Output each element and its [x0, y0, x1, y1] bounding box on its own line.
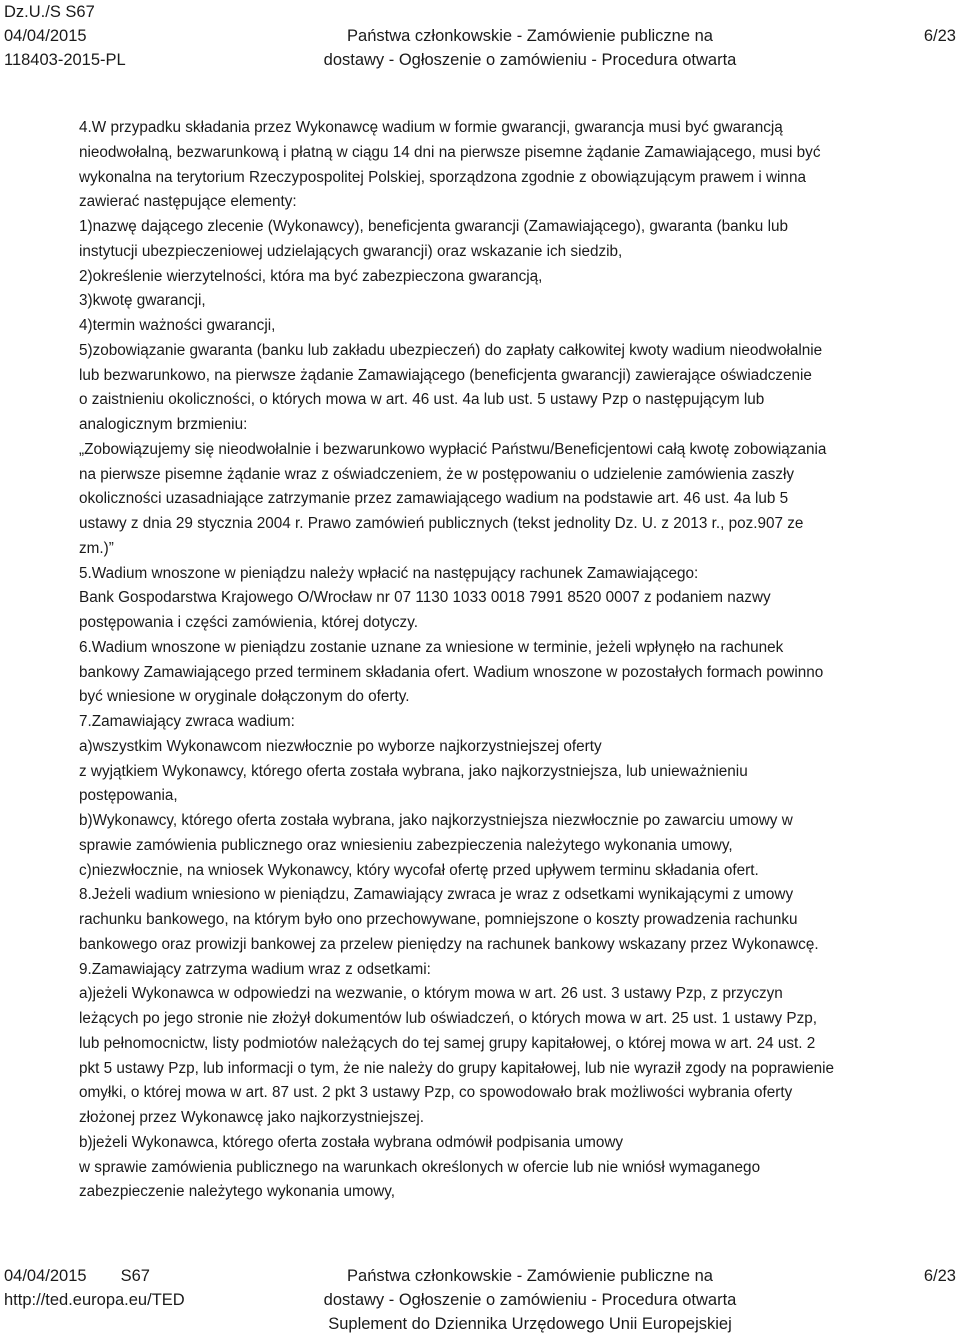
body-line: a)jeżeli Wykonawca w odpowiedzi na wezwanie, o którym mowa w art. 26 ust. 3 ustawy Pzp, z przyczyn	[79, 985, 783, 1003]
body-line: 7.Zamawiający zwraca wadium:	[79, 713, 295, 730]
header-title-line-2: dostawy - Ogłoszenie o zamówieniu - Procedura otwarta	[323, 51, 737, 69]
body-line: 2)określenie wierzytelności, która ma być zabezpieczona gwarancją,	[79, 267, 543, 285]
body-line: o zaistnieniu okoliczności, o których mowa w art. 46 ust. 4a lub ust. 5 ustawy Pzp o następującym lub	[79, 391, 765, 409]
body-line: być wniesione w oryginale dołączonym do oferty.	[79, 688, 410, 706]
body-line: 4)termin ważności gwarancji,	[79, 317, 276, 334]
header-page-number: 6/23	[923, 27, 956, 45]
body-line: pkt 5 ustawy Pzp, lub informacji o tym, że nie należy do grupy kapitałowej, lub nie wyraził zgody na poprawienie	[79, 1059, 835, 1077]
body-line: złożonej przez Wykonawcę jako najkorzystniejszej.	[79, 1109, 425, 1126]
footer-page-number: 6/23	[923, 1267, 956, 1285]
body-line: ustawy z dnia 29 stycznia 2004 r. Prawo zamówień publicznych (tekst jednolity Dz. U. z 2013 r., poz.907 ze	[79, 515, 804, 532]
body-line: 5.Wadium wnoszone w pieniądzu należy wpłacić na następujący rachunek Zamawiającego:	[79, 564, 699, 582]
body-line: c)niezwłocznie, na wniosek Wykonawcy, który wycofał ofertę przed upływem terminu składania ofert.	[79, 861, 759, 879]
body-line: leżących po jego stronie nie złożył dokumentów lub oświadczeń, o których mowa w art. 25 ust. 1 ustawy Pzp,	[79, 1010, 818, 1027]
body-line: b)Wykonawcy, którego oferta została wybrana, jako najkorzystniejsza niezwłocznie po zawarciu umowy w	[79, 812, 793, 829]
header-title	[290, 24, 770, 72]
header-meta	[4, 0, 126, 72]
body-line: a)wszystkim Wykonawcom niezwłocznie po wyborze najkorzystniejszej oferty	[79, 737, 602, 755]
footer-title	[290, 1264, 770, 1336]
footer-meta	[4, 1264, 185, 1312]
body-line: bankowy Zamawiającego przed terminem składania ofert. Wadium wnoszone w pozostałych formach powinno	[79, 663, 824, 681]
header-title-line-1: Państwa członkowskie - Zamówienie publiczne na	[347, 27, 713, 45]
document-body	[79, 116, 951, 1205]
body-line: 5)zobowiązanie gwaranta (banku lub zakładu ubezpieczeń) do zapłaty całkowitej kwoty wadium nieodwołalnie	[79, 341, 823, 359]
body-line: nieodwołalną, bezwarunkową i płatną w ciągu 14 dni na pierwsze pisemne żądanie Zamawiającego, musi być	[79, 143, 821, 161]
footer-date: 04/04/2015	[4, 1267, 87, 1285]
body-line: Bank Gospodarstwa Krajowego O/Wrocław nr 07 1130 1033 0018 7991 8520 0007 z podaniem nazwy	[79, 589, 771, 607]
body-line: lub bezwarunkowo, na pierwsze żądanie Zamawiającego (beneficjenta gwarancji) zawierające oświadczenie	[79, 366, 812, 384]
footer-date-series	[4, 1264, 185, 1288]
body-line: zawierać następujące elementy:	[79, 193, 297, 211]
body-line: „Zobowiązujemy się nieodwołalnie i bezwarunkowo wypłacić Państwu/Beneficjentowi całą kwotę zobowiązania	[79, 440, 827, 458]
footer-title-line-1: Państwa członkowskie - Zamówienie publiczne na	[347, 1267, 713, 1285]
body-line: bankowego oraz prowizji bankowej za przelew pieniędzy na rachunek bankowy wskazany przez Wykonawcę.	[79, 935, 819, 953]
header-date: 04/04/2015	[4, 27, 87, 45]
body-line: 6.Wadium wnoszone w pieniądzu zostanie uznane za wniesione w terminie, jeżeli wpłynęło na rachunek	[79, 638, 784, 656]
body-line: 8.Jeżeli wadium wniesiono w pieniądzu, Zamawiający zwraca je wraz z odsetkami wynikającymi z umowy	[79, 886, 794, 904]
body-line: w sprawie zamówienia publicznego na warunkach określonych w ofercie lub nie wniósł wymaganego	[79, 1158, 761, 1176]
footer-title-line-3: Suplement do Dziennika Urzędowego Unii Europejskiej	[328, 1315, 732, 1333]
body-line: wykonalna na terytorium Rzeczypospolitej Polskiej, sporządzona zgodnie z obowiązującym prawem i winna	[79, 168, 806, 186]
body-line: 9.Zamawiający zatrzyma wadium wraz z odsetkami:	[79, 960, 431, 978]
journal-reference: Dz.U./S S67	[4, 3, 95, 21]
body-line: instytucji ubezpieczeniowej udzielających gwarancji) oraz wskazanie ich siedzib,	[79, 242, 623, 260]
body-line: 1)nazwę dającego zlecenie (Wykonawcy), beneficjenta gwarancji (Zamawiającego), gwaranta (banku lub	[79, 218, 788, 235]
footer-title-line-2: dostawy - Ogłoszenie o zamówieniu - Procedura otwarta	[323, 1291, 737, 1309]
body-line: 3)kwotę gwarancji,	[79, 292, 206, 310]
footer-url[interactable]: http://ted.europa.eu/TED	[4, 1291, 185, 1309]
body-line: z wyjątkiem Wykonawcy, którego oferta została wybrana, jako najkorzystniejsza, lub unieważnieniu	[79, 762, 748, 780]
body-line: zabezpieczenie należytego wykonania umowy,	[79, 1183, 396, 1201]
body-line: zm.)”	[79, 539, 114, 557]
body-line: okoliczności uzasadniające zatrzymanie przez zamawiającego wadium na podstawie art. 46 ust. 4a lub 5	[79, 490, 789, 508]
body-line: analogicznym brzmieniu:	[79, 416, 248, 433]
body-line: rachunku bankowego, na którym było ono przechowywane, pomniejszone o koszty prowadzenia rachunku	[79, 911, 798, 928]
body-line: na pierwsze pisemne żądanie wraz z oświadczeniem, że w postępowaniu o udzielenie zamówienia zaszły	[79, 465, 795, 483]
body-line: postępowania i części zamówienia, której dotyczy.	[79, 614, 418, 631]
document-number: 118403-2015-PL	[4, 51, 126, 69]
body-line: postępowania,	[79, 787, 178, 805]
body-line: lub pełnomocnictw, listy podmiotów należących do tej samej grupy kapitałowej, o której mowa w art. 24 ust. 2	[79, 1034, 816, 1052]
body-line: sprawie zamówienia publicznego oraz wniesieniu zabezpieczenia należytego wykonania umowy,	[79, 836, 733, 854]
body-line: b)jeżeli Wykonawca, którego oferta została wybrana odmówił podpisania umowy	[79, 1133, 624, 1151]
footer-series: S67	[120, 1267, 150, 1285]
body-line: 4.W przypadku składania przez Wykonawcę wadium w formie gwarancji, gwarancja musi być gwarancją	[79, 119, 783, 136]
body-line: omyłki, o której mowa w art. 87 ust. 2 pkt 3 ustawy Pzp, co spowodowało brak możliwości wybrania oferty	[79, 1084, 793, 1102]
